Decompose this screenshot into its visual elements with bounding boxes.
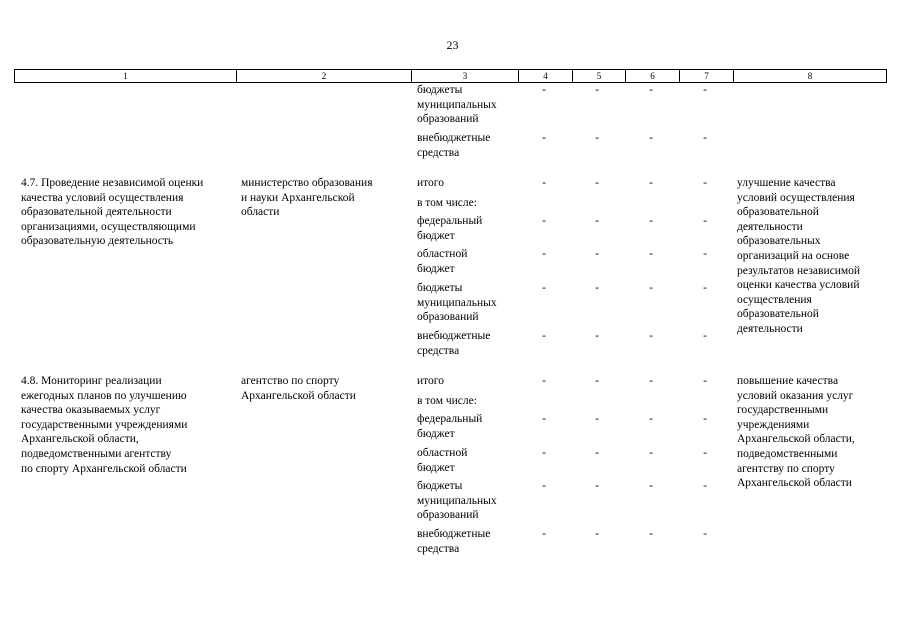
value-cell: -: [703, 330, 707, 342]
value-cell: -: [649, 132, 653, 144]
funding-label: бюджеты муниципальных образований: [417, 480, 497, 522]
value-cell: -: [595, 282, 599, 294]
value-cell: -: [542, 413, 546, 425]
value-cell: -: [542, 447, 546, 459]
value-cell: -: [649, 413, 653, 425]
value-cell: -: [703, 528, 707, 540]
value-cell: -: [703, 248, 707, 260]
value-cell: -: [595, 215, 599, 227]
value-cell: -: [542, 132, 546, 144]
value-cell: -: [703, 177, 707, 189]
value-cell: -: [649, 375, 653, 387]
activity-description: 4.8. Мониторинг реализации ежегодных планов по улучшению качества оказываемых услуг государственными учреждениями Архангельской области, подведомственными агентству по спорту Архангельской области: [21, 375, 188, 475]
header-col-5: 5: [573, 70, 626, 82]
value-cell: -: [595, 248, 599, 260]
value-cell: -: [595, 413, 599, 425]
value-cell: -: [703, 132, 707, 144]
header-col-7: 7: [680, 70, 734, 82]
funding-label: внебюджетные средства: [417, 330, 491, 357]
value-cell: -: [649, 177, 653, 189]
value-cell: -: [542, 528, 546, 540]
page-number: 23: [446, 38, 459, 52]
table-header-row: [14, 69, 887, 83]
value-cell: -: [542, 248, 546, 260]
funding-label: внебюджетные средства: [417, 132, 491, 159]
funding-label: федеральный бюджет: [417, 215, 483, 242]
value-cell: -: [703, 282, 707, 294]
value-cell: -: [649, 330, 653, 342]
value-cell: -: [649, 480, 653, 492]
executor: министерство образования и науки Архангельской области: [241, 177, 373, 219]
value-cell: -: [703, 215, 707, 227]
header-col-8: 8: [807, 71, 813, 81]
value-cell: -: [649, 84, 653, 96]
value-cell: -: [703, 413, 707, 425]
value-cell: -: [595, 528, 599, 540]
funding-label: итого: [417, 375, 444, 387]
funding-label: в том числе:: [417, 395, 477, 407]
value-cell: -: [595, 132, 599, 144]
value-cell: -: [703, 447, 707, 459]
value-cell: -: [649, 528, 653, 540]
value-cell: -: [595, 375, 599, 387]
funding-label: областной бюджет: [417, 248, 468, 275]
value-cell: -: [703, 480, 707, 492]
header-col-2: 2: [237, 70, 412, 82]
value-cell: -: [595, 447, 599, 459]
header-col-4: 4: [519, 70, 573, 82]
value-cell: -: [595, 330, 599, 342]
header-col-1: 1: [15, 70, 237, 82]
activity-description: 4.7. Проведение независимой оценки качества условий осуществления образовательной деятельности организациями, осуществляющими образовательную деятельность: [21, 177, 204, 248]
value-cell: -: [542, 177, 546, 189]
value-cell: -: [649, 282, 653, 294]
value-cell: -: [595, 84, 599, 96]
value-cell: -: [542, 480, 546, 492]
value-cell: -: [542, 375, 546, 387]
expected-result: улучшение качества условий осуществления образовательной деятельности образовательных организаций на основе результатов независимой оценки качества условий осуществления образовательной деятельности: [737, 177, 861, 335]
funding-label: бюджеты муниципальных образований: [417, 282, 497, 324]
value-cell: -: [542, 330, 546, 342]
funding-label: в том числе:: [417, 197, 477, 209]
funding-label: федеральный бюджет: [417, 413, 483, 440]
value-cell: -: [649, 248, 653, 260]
executor: агентство по спорту Архангельской области: [241, 375, 356, 402]
header-col-6: 6: [626, 70, 680, 82]
value-cell: -: [703, 375, 707, 387]
value-cell: -: [595, 480, 599, 492]
value-cell: -: [595, 177, 599, 189]
funding-label: бюджеты муниципальных образований: [417, 84, 497, 126]
value-cell: -: [542, 282, 546, 294]
value-cell: -: [649, 215, 653, 227]
expected-result: повышение качества условий оказания услуг государственными учреждениями Архангельской области, подведомственными агентству по спорту Архангельской области: [737, 375, 855, 490]
funding-label: областной бюджет: [417, 447, 468, 474]
value-cell: -: [542, 84, 546, 96]
value-cell: -: [703, 84, 707, 96]
value-cell: -: [649, 447, 653, 459]
funding-label: внебюджетные средства: [417, 528, 491, 555]
value-cell: -: [542, 215, 546, 227]
funding-label: итого: [417, 177, 444, 189]
header-col-3: 3: [412, 70, 519, 82]
